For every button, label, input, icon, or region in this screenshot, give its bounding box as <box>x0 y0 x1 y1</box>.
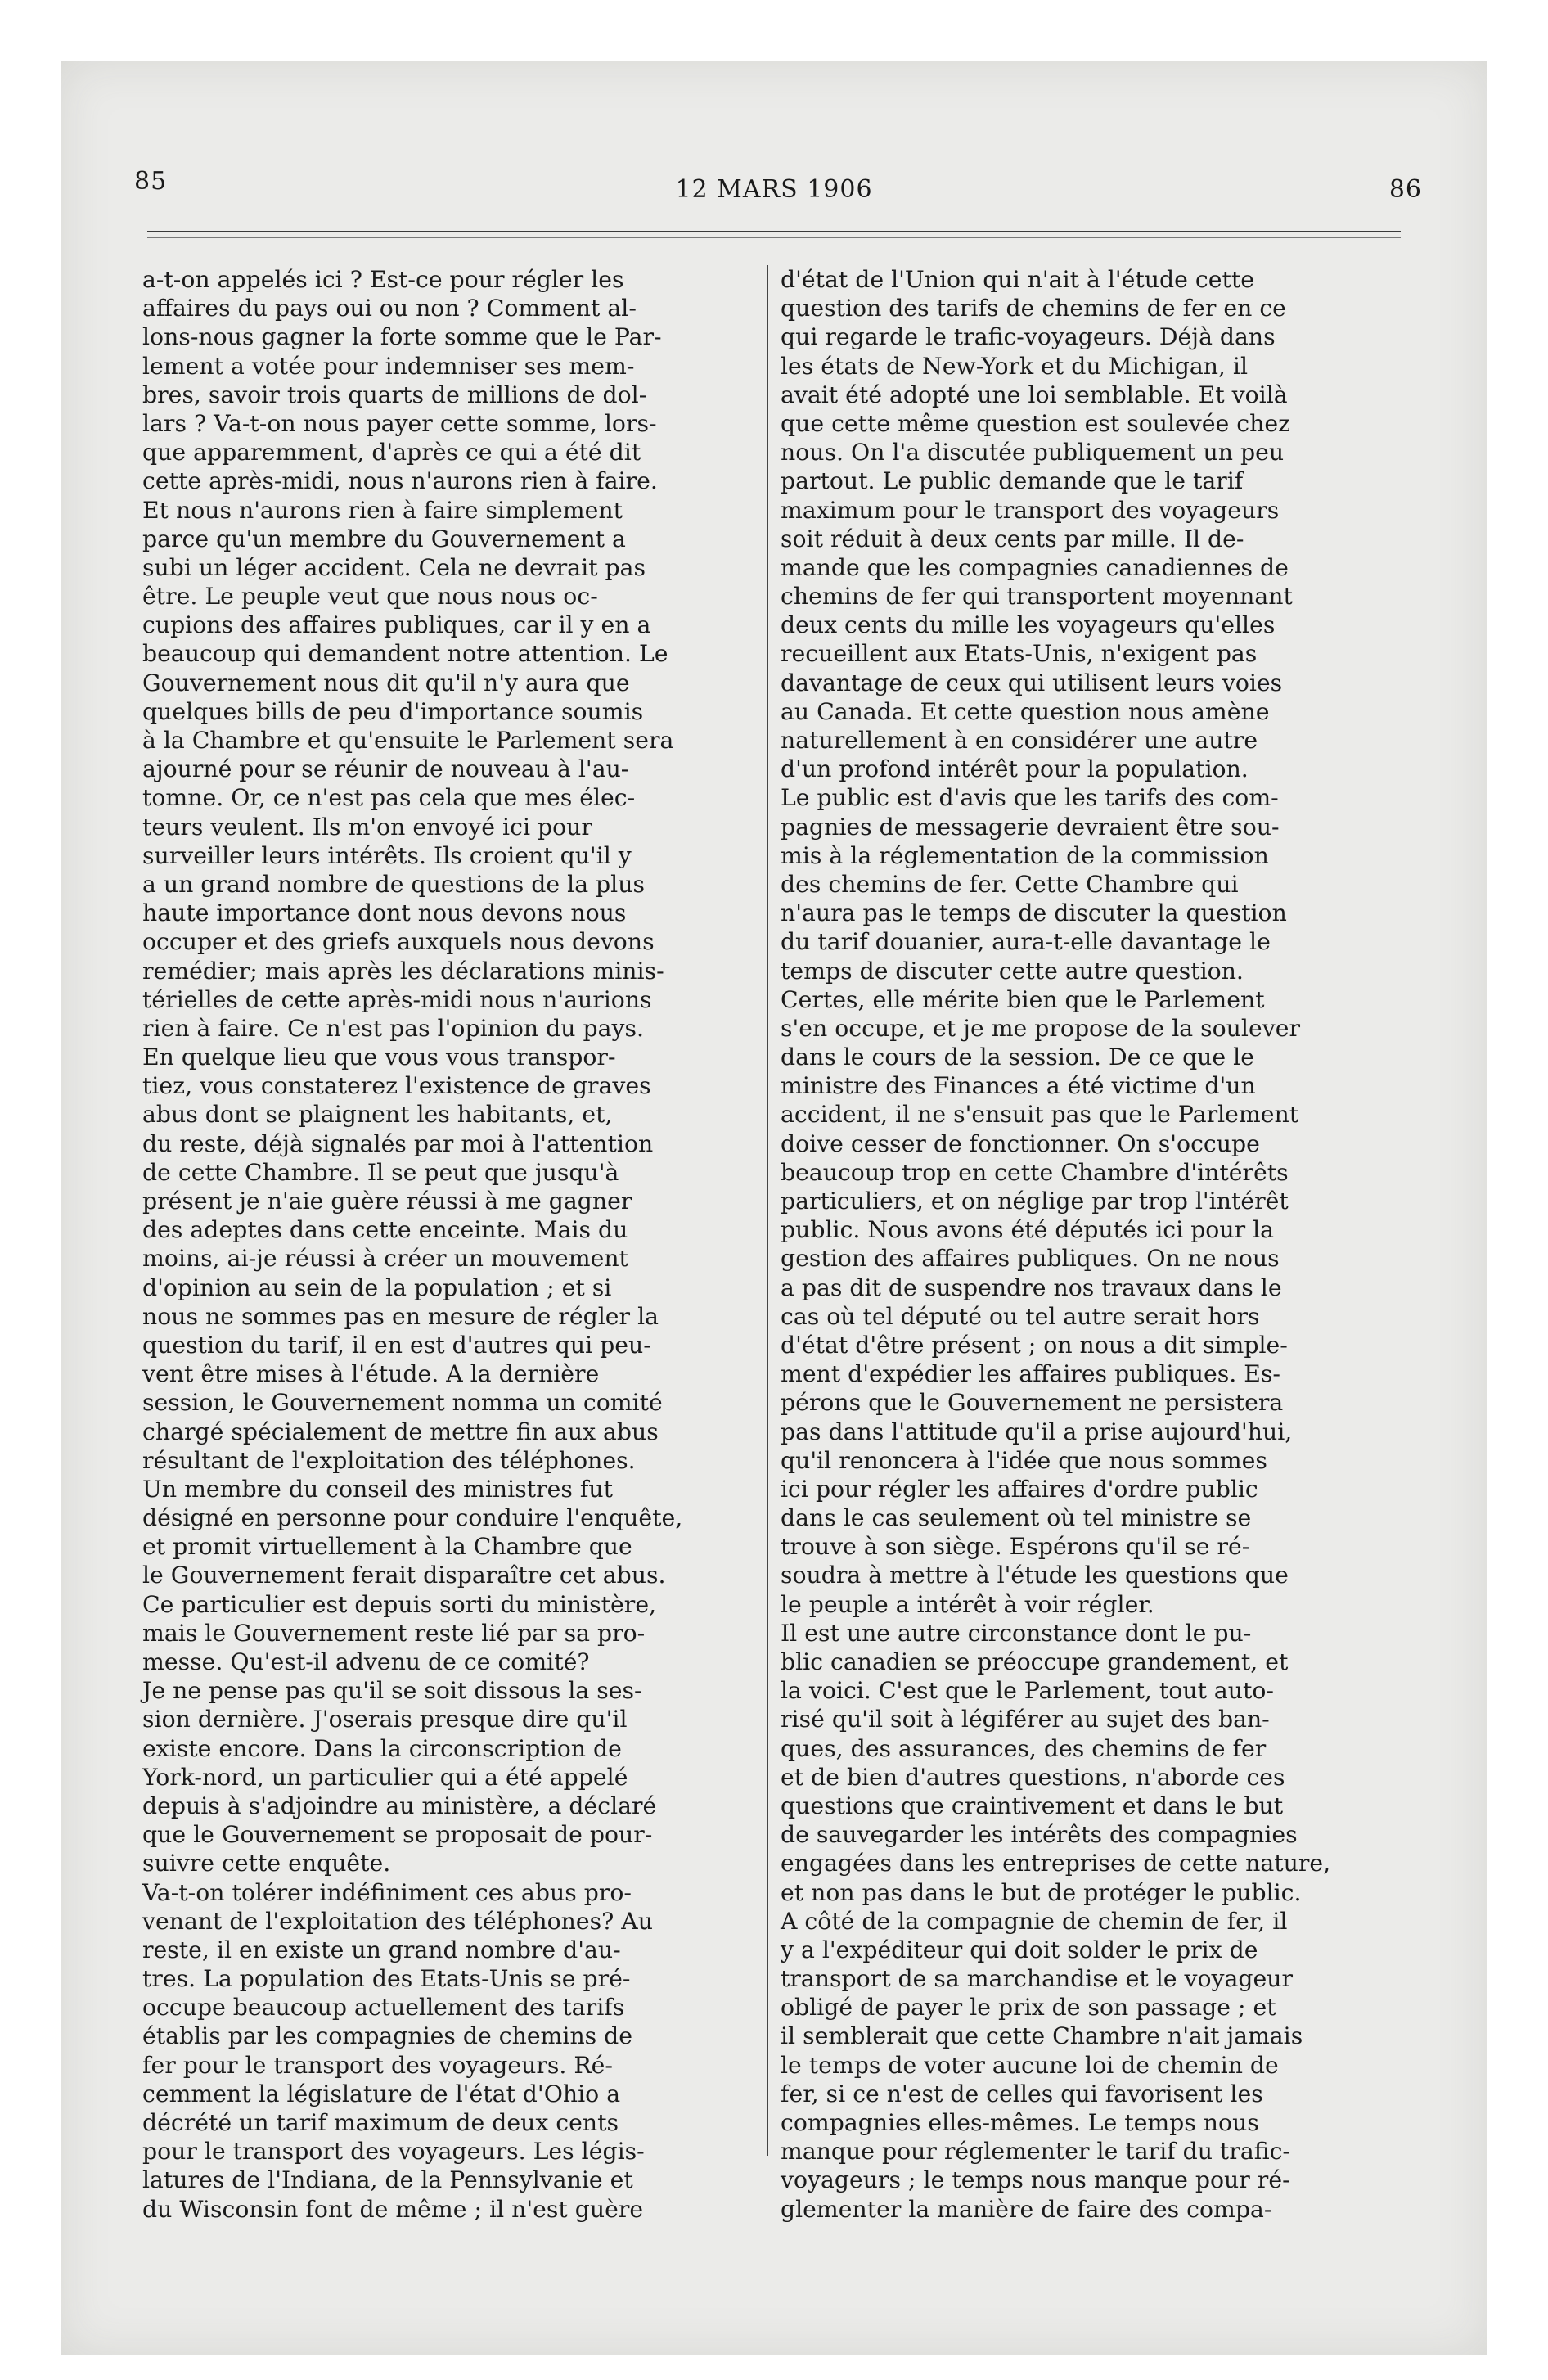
text-line: doive cesser de fonctionner. On s'occupe <box>781 1129 1260 1157</box>
text-line: mis à la réglementation de la commission <box>781 841 1269 869</box>
text-line: dans le cas seulement où tel ministre se <box>781 1504 1252 1532</box>
text-line: mais le Gouvernement reste lié par sa pro- <box>142 1619 646 1647</box>
text-line: recueillent aux Etats-Unis, n'exigent pas <box>781 640 1258 668</box>
text-line: sion dernière. J'oserais presque dire qu'il <box>142 1706 628 1733</box>
text-line: pérons que le Gouvernement ne persistera <box>781 1389 1284 1417</box>
text-line: vent être mises à l'étude. A la dernière <box>142 1360 600 1388</box>
text-line: de cette Chambre. Il se peut que jusqu'à <box>142 1158 619 1186</box>
text-line: ment d'expédier les affaires publiques. Es- <box>781 1360 1280 1388</box>
text-line: deux cents du mille les voyageurs qu'elles <box>781 611 1276 639</box>
text-line: glementer la manière de faire des compa- <box>781 2195 1272 2223</box>
text-line: que apparemment, d'après ce qui a été dit <box>142 439 641 467</box>
text-line: parce qu'un membre du Gouvernement a <box>142 525 626 552</box>
text-line: risé qu'il soit à légiférer au sujet des ban- <box>781 1706 1270 1733</box>
text-line: s'en occupe, et je me propose de la soulever <box>781 1014 1300 1042</box>
left-column <box>142 265 789 2224</box>
text-line: accident, il ne s'ensuit pas que le Parlement <box>781 1101 1299 1129</box>
text-line: cas où tel député ou tel autre serait hors <box>781 1302 1260 1330</box>
text-line: n'aura pas le temps de discuter la question <box>781 899 1287 927</box>
text-line: depuis à s'adjoindre au ministère, a déclaré <box>142 1792 657 1819</box>
text-line: lons-nous gagner la forte somme que le Par- <box>142 323 662 351</box>
text-line: être. Le peuple veut que nous nous oc- <box>142 583 598 611</box>
text-line: nous. On l'a discutée publiquement un peu <box>781 439 1285 467</box>
text-line: des chemins de fer. Cette Chambre qui <box>781 870 1239 898</box>
text-line: particuliers, et on néglige par trop l'intérêt <box>781 1188 1289 1215</box>
text-line: Certes, elle mérite bien que le Parlement <box>781 985 1265 1013</box>
text-line: Ce particulier est depuis sorti du ministère, <box>142 1590 657 1618</box>
text-line: gestion des affaires publiques. On ne nous <box>781 1245 1280 1273</box>
text-line: moins, ai-je réussi à créer un mouvement <box>142 1245 628 1273</box>
text-line: partout. Le public demande que le tarif <box>781 467 1244 495</box>
text-line: temps de discuter cette autre question. <box>781 957 1244 985</box>
header-rule-thin <box>147 237 1401 238</box>
text-line: rien à faire. Ce n'est pas l'opinion du pays. <box>142 1014 644 1042</box>
text-line: York-nord, un particulier qui a été appelé <box>142 1763 628 1791</box>
text-line: résultant de l'exploitation des téléphones. <box>142 1446 636 1474</box>
text-line: et de bien d'autres questions, n'aborde ces <box>781 1763 1285 1791</box>
text-line: beaucoup qui demandent notre attention. Le <box>142 640 668 668</box>
header-rule <box>147 231 1401 232</box>
text-line: pour le transport des voyageurs. Les légis- <box>142 2138 645 2166</box>
text-line: cemment la législature de l'état d'Ohio a <box>142 2080 621 2107</box>
text-line: compagnies elles-mêmes. Le temps nous <box>781 2109 1259 2136</box>
scanned-page <box>61 61 1487 2355</box>
text-line: tomne. Or, ce n'est pas cela que mes élec- <box>142 784 636 812</box>
text-line: voyageurs ; le temps nous manque pour ré- <box>781 2166 1290 2194</box>
text-line: lement a votée pour indemniser ses mem- <box>142 352 635 380</box>
text-line: quelques bills de peu d'importance soumis <box>142 697 644 725</box>
text-line: ministre des Finances a été victime d'un <box>781 1072 1256 1100</box>
text-line: il semblerait que cette Chambre n'ait jamais <box>781 2022 1303 2050</box>
page-header <box>126 167 1422 216</box>
text-line: le peuple a intérêt à voir régler. <box>781 1590 1154 1618</box>
text-line: Va-t-on tolérer indéfiniment ces abus pro- <box>142 1878 632 1906</box>
text-line: du Wisconsin font de même ; il n'est guère <box>142 2195 644 2223</box>
text-line: cupions des affaires publiques, car il y en a <box>142 611 651 639</box>
text-line: d'état d'être présent ; on nous a dit simple- <box>781 1331 1288 1359</box>
text-line: beaucoup trop en cette Chambre d'intérêts <box>781 1158 1289 1186</box>
text-line: décrété un tarif maximum de deux cents <box>142 2109 619 2136</box>
text-line: trouve à son siège. Espérons qu'il se ré- <box>781 1533 1250 1561</box>
text-line: existe encore. Dans la circonscription de <box>142 1734 622 1762</box>
text-line: et non pas dans le but de protéger le public. <box>781 1878 1302 1906</box>
text-line: session, le Gouvernement nomma un comité <box>142 1389 663 1417</box>
text-line: d'état de l'Union qui n'ait à l'étude cette <box>781 266 1254 293</box>
text-line: question du tarif, il en est d'autres qui peu- <box>142 1331 651 1359</box>
text-line: cette après-midi, nous n'aurons rien à faire. <box>142 467 658 495</box>
text-line: dans le cours de la session. De ce que le <box>781 1044 1254 1071</box>
text-line: Et nous n'aurons rien à faire simplement <box>142 496 623 524</box>
text-line: occupe beaucoup actuellement des tarifs <box>142 1994 625 2022</box>
text-line: Je ne pense pas qu'il se soit dissous la ses- <box>142 1677 642 1705</box>
page-number-right: 86 <box>1388 175 1422 204</box>
text-line: Gouvernement nous dit qu'il n'y aura que <box>142 669 630 696</box>
text-line: engagées dans les entreprises de cette nature, <box>781 1850 1331 1877</box>
text-line: maximum pour le transport des voyageurs <box>781 496 1280 524</box>
right-column <box>781 265 1435 2224</box>
text-line: au Canada. Et cette question nous amène <box>781 697 1270 725</box>
text-line: fer, si ce n'est de celles qui favorisent les <box>781 2080 1263 2107</box>
text-line: surveiller leurs intérêts. Ils croient qu'il y <box>142 841 632 869</box>
text-line: y a l'expéditeur qui doit solder le prix de <box>781 1936 1258 1963</box>
text-line: En quelque lieu que vous vous transpor- <box>142 1044 616 1071</box>
text-line: chargé spécialement de mettre fin aux abus <box>142 1418 659 1445</box>
text-line: suivre cette enquête. <box>142 1850 391 1877</box>
text-line: public. Nous avons été députés ici pour la <box>781 1216 1275 1244</box>
text-line: les états de New-York et du Michigan, il <box>781 352 1249 380</box>
text-line: térielles de cette après-midi nous n'aurions <box>142 985 652 1013</box>
text-line: a-t-on appelés ici ? Est-ce pour régler les <box>142 266 624 293</box>
running-title: 12 MARS 1906 <box>675 175 873 204</box>
text-line: du tarif douanier, aura-t-elle davantage le <box>781 928 1271 956</box>
page-number-left: 85 <box>134 167 168 196</box>
text-line: teurs veulent. Ils m'on envoyé ici pour <box>142 813 592 841</box>
text-line: que cette même question est soulevée chez <box>781 409 1291 437</box>
text-line: désigné en personne pour conduire l'enquête, <box>142 1504 683 1532</box>
text-line: fer pour le transport des voyageurs. Ré- <box>142 2051 613 2079</box>
text-line: abus dont se plaignent les habitants, et, <box>142 1101 613 1129</box>
text-line: tiez, vous constaterez l'existence de graves <box>142 1072 651 1100</box>
text-line: établis par les compagnies de chemins de <box>142 2022 633 2050</box>
text-line: du reste, déjà signalés par moi à l'attention <box>142 1129 654 1157</box>
text-line: soudra à mettre à l'étude les questions que <box>781 1562 1289 1589</box>
text-line: question des tarifs de chemins de fer en ce <box>781 295 1286 322</box>
text-line: A côté de la compagnie de chemin de fer, il <box>781 1907 1288 1935</box>
text-line: a pas dit de suspendre nos travaux dans le <box>781 1273 1282 1301</box>
text-line: remédier; mais après les déclarations minis- <box>142 957 664 985</box>
text-line: qui regarde le trafic-voyageurs. Déjà dans <box>781 323 1276 351</box>
text-line: occuper et des griefs auxquels nous devons <box>142 928 655 956</box>
text-line: messe. Qu'est-il advenu de ce comité? <box>142 1648 590 1675</box>
text-line: venant de l'exploitation des téléphones? Au <box>142 1907 653 1935</box>
text-line: qu'il renoncera à l'idée que nous sommes <box>781 1446 1267 1474</box>
text-line: la voici. C'est que le Parlement, tout auto- <box>781 1677 1274 1705</box>
text-line: davantage de ceux qui utilisent leurs voies <box>781 669 1283 696</box>
text-line: reste, il en existe un grand nombre d'au- <box>142 1936 621 1963</box>
text-line: et promit virtuellement à la Chambre que <box>142 1533 632 1561</box>
text-line: tres. La population des Etats-Unis se pré- <box>142 1965 631 1993</box>
text-line: mande que les compagnies canadiennes de <box>781 553 1289 581</box>
text-line: présent je n'aie guère réussi à me gagner <box>142 1188 632 1215</box>
text-line: affaires du pays oui ou non ? Comment al- <box>142 295 637 322</box>
text-line: subi un léger accident. Cela ne devrait pas <box>142 553 646 581</box>
text-line: ajourné pour se réunir de nouveau à l'au- <box>142 755 629 783</box>
text-line: que le Gouvernement se proposait de pour- <box>142 1821 653 1849</box>
text-line: à la Chambre et qu'ensuite le Parlement sera <box>142 727 674 754</box>
column-divider <box>767 265 768 2156</box>
text-line: chemins de fer qui transportent moyennant <box>781 583 1293 611</box>
text-line: nous ne sommes pas en mesure de régler la <box>142 1302 659 1330</box>
text-line: obligé de payer le prix de son passage ; et <box>781 1994 1276 2022</box>
page-content <box>61 61 1487 2355</box>
text-line: Le public est d'avis que les tarifs des com- <box>781 784 1279 812</box>
text-line: ques, des assurances, des chemins de fer <box>781 1734 1267 1762</box>
text-line: de sauvegarder les intérêts des compagnies <box>781 1821 1298 1849</box>
text-line: pas dans l'attitude qu'il a prise aujourd'hui, <box>781 1418 1293 1445</box>
text-line: ici pour régler les affaires d'ordre public <box>781 1475 1258 1503</box>
text-line: pagnies de messagerie devraient être sou- <box>781 813 1280 841</box>
text-line: avait été adopté une loi semblable. Et voilà <box>781 381 1288 408</box>
text-line: le Gouvernement ferait disparaître cet abus. <box>142 1562 666 1589</box>
text-line: d'un profond intérêt pour la population. <box>781 755 1249 783</box>
text-line: a un grand nombre de questions de la plus <box>142 870 645 898</box>
text-line: Un membre du conseil des ministres fut <box>142 1475 613 1503</box>
text-line: latures de l'Indiana, de la Pennsylvanie et <box>142 2166 633 2194</box>
text-line: bres, savoir trois quarts de millions de dol- <box>142 381 647 408</box>
text-line: manque pour réglementer le tarif du trafic- <box>781 2138 1290 2166</box>
text-line: questions que craintivement et dans le but <box>781 1792 1284 1819</box>
text-line: lars ? Va-t-on nous payer cette somme, lors- <box>142 409 657 437</box>
text-line: transport de sa marchandise et le voyageur <box>781 1965 1294 1993</box>
text-line: soit réduit à deux cents par mille. Il de- <box>781 525 1244 552</box>
text-line: Il est une autre circonstance dont le pu- <box>781 1619 1252 1647</box>
text-line: le temps de voter aucune loi de chemin de <box>781 2051 1279 2079</box>
text-line: des adeptes dans cette enceinte. Mais du <box>142 1216 628 1244</box>
text-line: naturellement à en considérer une autre <box>781 727 1258 754</box>
text-line: d'opinion au sein de la population ; et si <box>142 1273 612 1301</box>
text-line: haute importance dont nous devons nous <box>142 899 627 927</box>
text-line: blic canadien se préoccupe grandement, et <box>781 1648 1289 1675</box>
